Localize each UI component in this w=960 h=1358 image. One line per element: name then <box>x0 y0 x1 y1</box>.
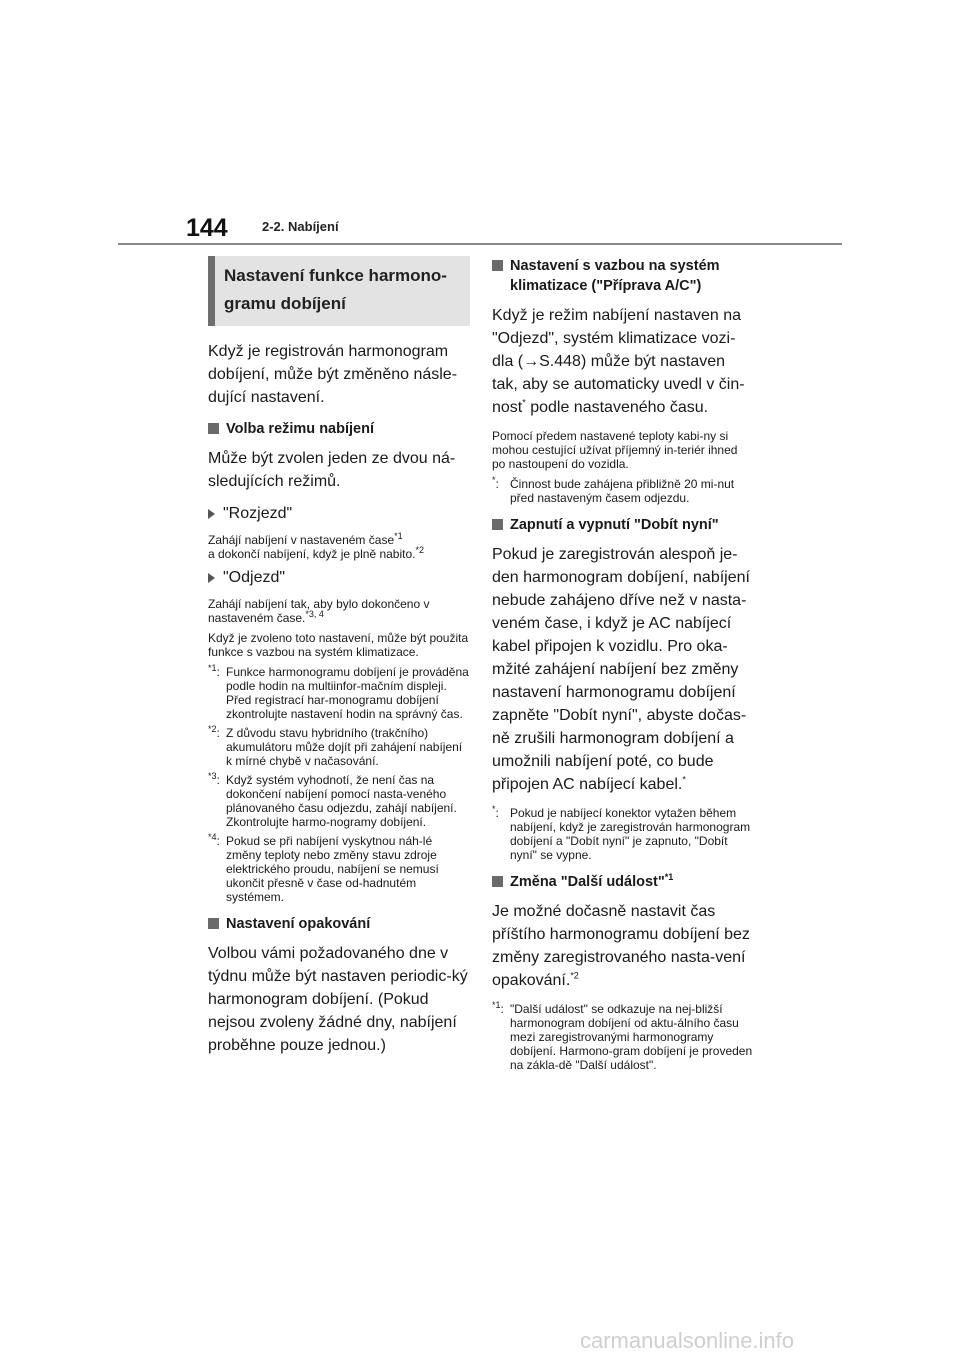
triangle-bullet-icon <box>208 509 215 519</box>
ac-text-b: S.448) může být nastaven tak, aby se automaticky uvedl v čin-nost <box>492 353 745 416</box>
ac-text-c: podle nastaveného času. <box>525 399 709 416</box>
depart-description-2: Když je zvoleno toto nastavení, může být použita funkce s vazbou na systém klimatizace. <box>208 631 469 659</box>
square-bullet-icon <box>492 876 503 887</box>
subheading-ac-label: Nastavení s vazbou na systém klimatizace ("Příprava A/C") <box>510 258 720 294</box>
intro-text: Když je registrován harmonogram dobíjení, může být změněno násle-dující nastavení. <box>208 343 458 406</box>
footnote-ref: *2 <box>570 970 579 981</box>
start-text-a: Zahájí nabíjení v nastaveném čase <box>208 533 395 547</box>
ac-small: Pomocí předem nastavené teploty kabi-ny si mohou cestující užívat příjemný in-teriér ihned po nastoupení do vozidla. <box>492 429 738 471</box>
chapter-title: 2-2. Nabíjení <box>262 219 339 234</box>
footnote: *: Pokud je nabíjecí konektor vytažen během nabíjení, když je zaregistrován harmonogram dobíjení a "Dobít nyní" je zapnuto, "Dobít nyní" se vypne. <box>492 806 754 862</box>
right-column <box>492 256 754 1077</box>
watermark: carmanualsonline.info <box>580 1328 795 1353</box>
subheading-charge-now <box>492 515 754 535</box>
footnotes-left <box>208 665 470 904</box>
option-start <box>208 503 470 525</box>
triangle-bullet-icon <box>208 573 215 583</box>
option-depart-label: "Odjezd" <box>223 569 286 586</box>
arrow-icon: → <box>523 353 540 370</box>
header-divider <box>118 243 842 245</box>
footnote-ref: *3, 4 <box>305 609 324 619</box>
square-bullet-icon <box>492 519 503 530</box>
footnote-mark: *2 <box>208 724 217 734</box>
subheading-next-event <box>492 872 754 892</box>
charge-now-body: Pokud je zaregistrován alespoň je-den harmonogram dobíjení, nabíjení nebude zahájeno dříve než v nasta-veném čase, i když je AC nabíjecí kabel připojen k vozidlu. Pro oka-mžité zahájení nabíjení bez změny nastavení harmonogramu dobíjení zapněte "Dobít nyní", abyste dočas-ně zrušili harmonogram dobíjení a umožnili nabíjení poté, co bude připojen AC nabíjecí kabel. <box>492 546 750 793</box>
footnote-text: Pokud se při nabíjení vyskytnou náh-lé změny teploty nebo změny stavu zdroje elektrického proudu, nabíjení se nemusí ukončit přesně v čase od-hadnutém systémem. <box>226 834 439 904</box>
footnote-mark: *4 <box>208 832 217 842</box>
footnote-text: Činnost bude zahájena přibližně 20 mi-nut před nastaveným časem odjezdu. <box>510 477 735 505</box>
subheading-repeat <box>208 914 470 934</box>
footnote: $^{*2}$: Z důvodu stavu hybridního (trakčního) akumulátoru může dojít při zahájení nabíjení k mírné chybě v načasování. <box>208 726 470 768</box>
start-text-b: a dokončí nabíjení, když je plně nabito. <box>208 547 416 561</box>
square-bullet-icon <box>208 423 219 434</box>
footnote-ref: *2 <box>415 545 424 555</box>
footnote: *: Činnost bude zahájena přibližně 20 mi-nut před nastaveným časem odjezdu. <box>492 477 754 505</box>
footnote-text: Z důvodu stavu hybridního (trakčního) akumulátoru může dojít při zahájení nabíjení k mírné chybě v načasování. <box>226 726 463 768</box>
subheading-mode-label: Volba režimu nabíjení <box>226 421 374 437</box>
footnote-ref: * <box>522 397 526 408</box>
ac-text-a: Když je režim nabíjení nastaven na "Odjezd", systém klimatizace vozi-dla ( <box>492 307 742 370</box>
section-title: Nastavení funkce harmono-gramu dobíjení <box>208 256 470 326</box>
ac-text <box>492 304 754 419</box>
repeat-text: Volbou vámi požadovaného dne v týdnu může být nastaven periodic-ký harmonogram dobíjení. (Pokud nejsou zvoleny žádné dny, nabíjení proběhne pouze jednou.) <box>208 945 468 1054</box>
footnote-text: Když systém vyhodnotí, že není čas na dokončení nabíjení pomocí nasta-veného plánovaného času odjezdu, zahájí nabíjení. Zkontrolujte harmo-nogramy dobíjení. <box>226 773 457 829</box>
square-bullet-icon <box>492 260 503 271</box>
footnote-text: Funkce harmonogramu dobíjení je prováděna podle hodin na multiinfor-mačním displeji. Před registrací har-monogramu dobíjení zkontrolujte nastavení hodin na správný čas. <box>226 665 469 721</box>
square-bullet-icon <box>208 918 219 929</box>
option-start-label: "Rozjezd" <box>223 505 293 522</box>
footnote: $^{*4}$: Pokud se při nabíjení vyskytnou náh-lé změny teploty nebo změny stavu zdroje elektrického proudu, nabíjení se nemusí ukončit přesně v čase od-hadnutém systémem. <box>208 834 470 904</box>
page-header <box>0 0 960 250</box>
footnote: $^{*1}$: Funkce harmonogramu dobíjení je prováděna podle hodin na multiinfor-mačním displeji. Před registrací har-monogramu dobíjení zkontrolujte nastavení hodin na správný čas. <box>208 663 469 721</box>
subheading-next-event-label <box>510 872 673 892</box>
next-event-title: Změna "Další událost" <box>510 874 665 890</box>
footnote-text: Pokud je nabíjecí konektor vytažen během nabíjení, když je zaregistrován harmonogram dobíjení a "Dobít nyní" je zapnuto, "Dobít nyní" se vypne. <box>510 806 751 862</box>
left-column <box>208 256 470 1067</box>
charge-now-text <box>492 543 754 796</box>
subheading-ac <box>492 256 754 296</box>
depart-description <box>208 597 470 625</box>
page-number: 144 <box>186 214 228 242</box>
footnote-mark: * <box>492 804 496 814</box>
mode-text: Může být zvolen jeden ze dvou ná-sledujících režimů. <box>208 450 456 490</box>
option-depart <box>208 567 470 589</box>
footnote-mark: *1 <box>492 1000 501 1010</box>
subheading-mode <box>208 419 470 439</box>
footnote-ref: *1 <box>394 531 403 541</box>
footnote-mark: * <box>492 475 496 485</box>
depart-text: Zahájí nabíjení tak, aby bylo dokončeno v nastaveném čase. <box>208 597 430 625</box>
next-event-text <box>492 900 754 992</box>
subheading-charge-now-label: Zapnutí a vypnutí "Dobít nyní" <box>510 517 719 533</box>
footnote-mark: *1 <box>208 663 217 673</box>
footnote: $^{*3}$: Když systém vyhodnotí, že není čas na dokončení nabíjení pomocí nasta-veného plánovaného času odjezdu, zahájí nabíjení. Zkontrolujte harmo-nogramy dobíjení. <box>208 773 470 829</box>
footnote-mark: *3 <box>208 771 217 781</box>
footnote-ref: *1 <box>664 872 674 883</box>
subheading-repeat-label: Nastavení opakování <box>226 916 371 932</box>
next-event-body: Je možné dočasně nastavit čas příštího harmonogramu dobíjení bez změny zaregistrovaného nasta-vení opakování. <box>492 903 750 989</box>
start-description <box>208 533 470 561</box>
footnote-text: "Další událost" se odkazuje na nej-bližší harmonogram dobíjení od aktu-álního času mezi zaregistrovanými harmonogramy dobíjení. Harmono-gram dobíjení je proveden na zákla-dě "Další událost". <box>510 1002 753 1072</box>
footnote: $^{*1}$: "Další událost" se odkazuje na nej-bližší harmonogram dobíjení od aktu-álního času mezi zaregistrovanými harmonogramy dobíjení. Harmono-gram dobíjení je proveden na zákla-dě "Další událost". <box>492 1000 753 1072</box>
footnote-ref: * <box>682 774 686 785</box>
